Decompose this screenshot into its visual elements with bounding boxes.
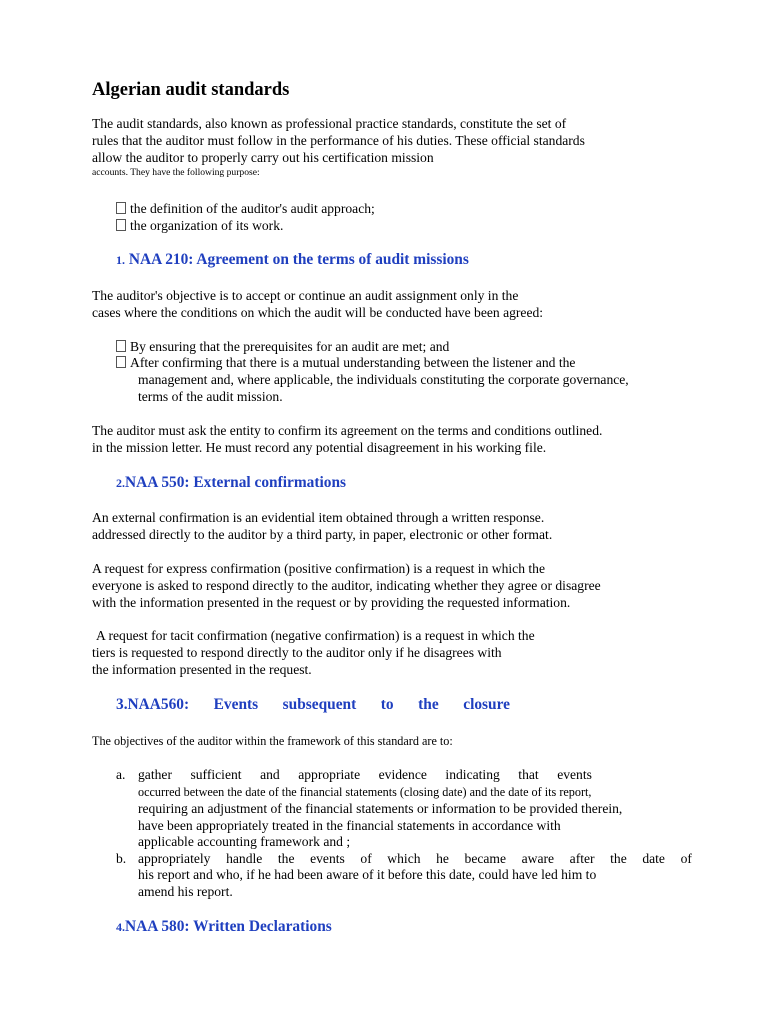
list-item-line: applicable accounting framework and ; [138,834,351,849]
paragraph-line: the information presented in the request. [92,662,312,677]
list-item-line: requiring an adjustment of the financial statements or information to be provided therein, [138,801,623,816]
intro-line: The audit standards, also known as professional practice standards, constitute the set of [92,116,567,131]
list-item: By ensuring that the prerequisites for an audit are met; and [116,339,449,355]
paragraph-line: addressed directly to the auditor by a third party, in paper, electronic or other format. [92,527,553,542]
section-heading-naa560: 3.NAA560: Events subsequent to the closure [116,696,510,713]
bullet-box-icon [116,219,126,231]
bullet-box-icon [116,202,126,214]
list-item-line: appropriately handle the events of which he became aware after the date of [138,851,692,866]
paragraph-line: The auditor's objective is to accept or continue an audit assignment only in the [92,288,519,303]
page-title: Algerian audit standards [92,80,290,100]
list-label: b. [116,851,127,866]
list-item: the definition of the auditor's audit approach; [116,201,375,217]
section-heading-naa210: 1. NAA 210: Agreement on the terms of audit missions [116,251,469,268]
bullet-box-icon [116,356,126,368]
list-item-line: his report and who, if he had been aware of it before this date, could have led him to [138,867,597,882]
paragraph-line: tiers is requested to respond directly to the auditor only if he disagrees with [92,645,502,660]
list-item-continuation: terms of the audit mission. [138,389,283,404]
intro-small-line: accounts. They have the following purpose: [92,167,260,178]
list-item-line: have been appropriately treated in the financial statements in accordance with [138,818,561,833]
bullet-box-icon [116,340,126,352]
paragraph-line: The auditor must ask the entity to confirm its agreement on the terms and conditions outlined. [92,423,603,438]
section-heading-naa580: 4.NAA 580: Written Declarations [116,918,332,935]
list-item: After confirming that there is a mutual understanding between the listener and the [116,355,575,371]
intro-line: allow the auditor to properly carry out his certification mission [92,150,434,165]
section-heading-naa550: 2.NAA 550: External confirmations [116,474,347,491]
paragraph-line: A request for express confirmation (positive confirmation) is a request in which the [92,561,546,576]
list-item-continuation: management and, where applicable, the individuals constituting the corporate governance, [138,372,629,387]
paragraph-line: A request for tacit confirmation (negative confirmation) is a request in which the [96,628,535,643]
list-label: a. [116,767,126,782]
paragraph-line: An external confirmation is an evidential item obtained through a written response. [92,510,545,525]
list-item-line: occurred between the date of the financial statements (closing date) and the date of its report, [138,785,592,799]
intro-line: rules that the auditor must follow in the performance of his duties. These official standards [92,133,585,148]
paragraph-line: in the mission letter. He must record any potential disagreement in his working file. [92,440,547,455]
paragraph-line: everyone is asked to respond directly to the auditor, indicating whether they agree or disagree [92,578,601,593]
paragraph-line: with the information presented in the request or by providing the requested information. [92,595,571,610]
list-item: the organization of its work. [116,218,283,234]
list-item-line: gather sufficient and appropriate evidence indicating that events [138,767,592,782]
paragraph-line: cases where the conditions on which the audit will be conducted have been agreed: [92,305,544,320]
list-item-line: amend his report. [138,884,233,899]
paragraph-line: The objectives of the auditor within the framework of this standard are to: [92,734,453,748]
